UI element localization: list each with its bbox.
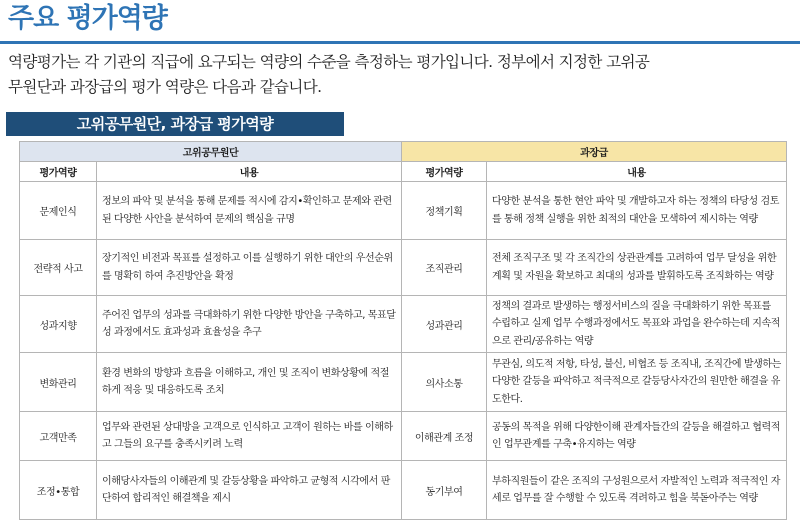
title-underline xyxy=(0,41,800,44)
competency-name: 전략적 사고 xyxy=(20,240,97,296)
competency-description: 정책의 결과로 발생하는 행정서비스의 질을 극대화하기 위한 목표를 수립하고 실제 업무 수행과정에서도 목표와 과업을 완수하는데 지속적으로 관리/공유하는 역량 xyxy=(487,296,787,353)
col-header-competency-left: 평가역량 xyxy=(20,162,97,182)
competency-description: 부하직원들이 같은 조직의 구성원으로서 자발적인 노력과 적극적인 자세로 업무를 잘 수행할 수 있도록 격려하고 힘을 북돋아주는 역량 xyxy=(487,461,787,520)
competency-description: 정보의 파악 및 분석을 통해 문제를 적시에 감지•확인하고 문제와 관련된 다양한 사안을 분석하여 문제의 핵심을 규명 xyxy=(97,182,402,240)
competency-name: 문제인식 xyxy=(20,182,97,240)
col-header-competency-right: 평가역량 xyxy=(402,162,487,182)
competency-table xyxy=(19,141,787,520)
col-header-content-right: 내용 xyxy=(487,162,787,182)
competency-description: 이해당사자들의 이해관계 및 갈등상황을 파악하고 균형적 시각에서 판단하여 합리적인 해결책을 제시 xyxy=(97,461,402,520)
section-title-bar: 고위공무원단, 과장급 평가역량 xyxy=(6,112,344,136)
table-row xyxy=(20,461,787,520)
competency-name: 성과관리 xyxy=(402,296,487,353)
table-row xyxy=(20,412,787,461)
competency-description: 업무와 관련된 상대방을 고객으로 인식하고 고객이 원하는 바를 이해하고 그들의 요구를 충족시키려 노력 xyxy=(97,412,402,461)
table-row xyxy=(20,353,787,412)
competency-name: 조정•통합 xyxy=(20,461,97,520)
col-header-content-left: 내용 xyxy=(97,162,402,182)
competency-description: 장기적인 비전과 목표를 설정하고 이를 실행하기 위한 대안의 우선순위를 명확히 하여 추진방안을 확정 xyxy=(97,240,402,296)
table-row xyxy=(20,182,787,240)
intro-line-2: 무원단과 과장급의 평가 역량은 다음과 같습니다. xyxy=(8,78,322,96)
competency-description: 환경 변화의 방향과 흐름을 이해하고, 개인 및 조직이 변화상황에 적절하게 적응 및 대응하도록 조치 xyxy=(97,353,402,412)
page-title: 주요 평가역량 xyxy=(8,3,167,34)
competency-description: 공동의 목적을 위해 다양한이해 관계자들간의 갈등을 해결하고 협력적인 업무관계를 구축•유지하는 역량 xyxy=(487,412,787,461)
intro-line-1: 역량평가는 각 기관의 직급에 요구되는 역량의 수준을 측정하는 평가입니다. 정부에서 지정한 고위공 xyxy=(8,53,650,71)
competency-name: 의사소통 xyxy=(402,353,487,412)
competency-name: 성과지향 xyxy=(20,296,97,353)
table-row xyxy=(20,240,787,296)
group-header-director: 과장급 xyxy=(402,142,787,162)
competency-description: 다양한 분석을 통한 현안 파악 및 개발하고자 하는 정책의 타당성 검토를 통해 정책 실행을 위한 최적의 대안을 모색하여 제시하는 역량 xyxy=(487,182,787,240)
group-header-senior: 고위공무원단 xyxy=(20,142,402,162)
competency-name: 이해관계 조정 xyxy=(402,412,487,461)
competency-description: 무관심, 의도적 저항, 타성, 불신, 비협조 등 조직내, 조직간에 발생하는 다양한 갈등을 파악하고 적극적으로 갈등당사자간의 원만한 해결을 유도한다. xyxy=(487,353,787,412)
competency-name: 동기부여 xyxy=(402,461,487,520)
competency-name: 변화관리 xyxy=(20,353,97,412)
intro-paragraph xyxy=(8,50,798,100)
competency-name: 조직관리 xyxy=(402,240,487,296)
competency-name: 정책기획 xyxy=(402,182,487,240)
table-row xyxy=(20,296,787,353)
competency-description: 주어진 업무의 성과를 극대화하기 위한 다양한 방안을 구축하고, 목표달성 과정에서도 효과성과 효율성을 추구 xyxy=(97,296,402,353)
competency-name: 고객만족 xyxy=(20,412,97,461)
competency-description: 전체 조직구조 및 각 조직간의 상관관계를 고려하여 업무 달성을 위한 계획 및 자원을 확보하고 최대의 성과를 발휘하도록 조직화하는 역량 xyxy=(487,240,787,296)
